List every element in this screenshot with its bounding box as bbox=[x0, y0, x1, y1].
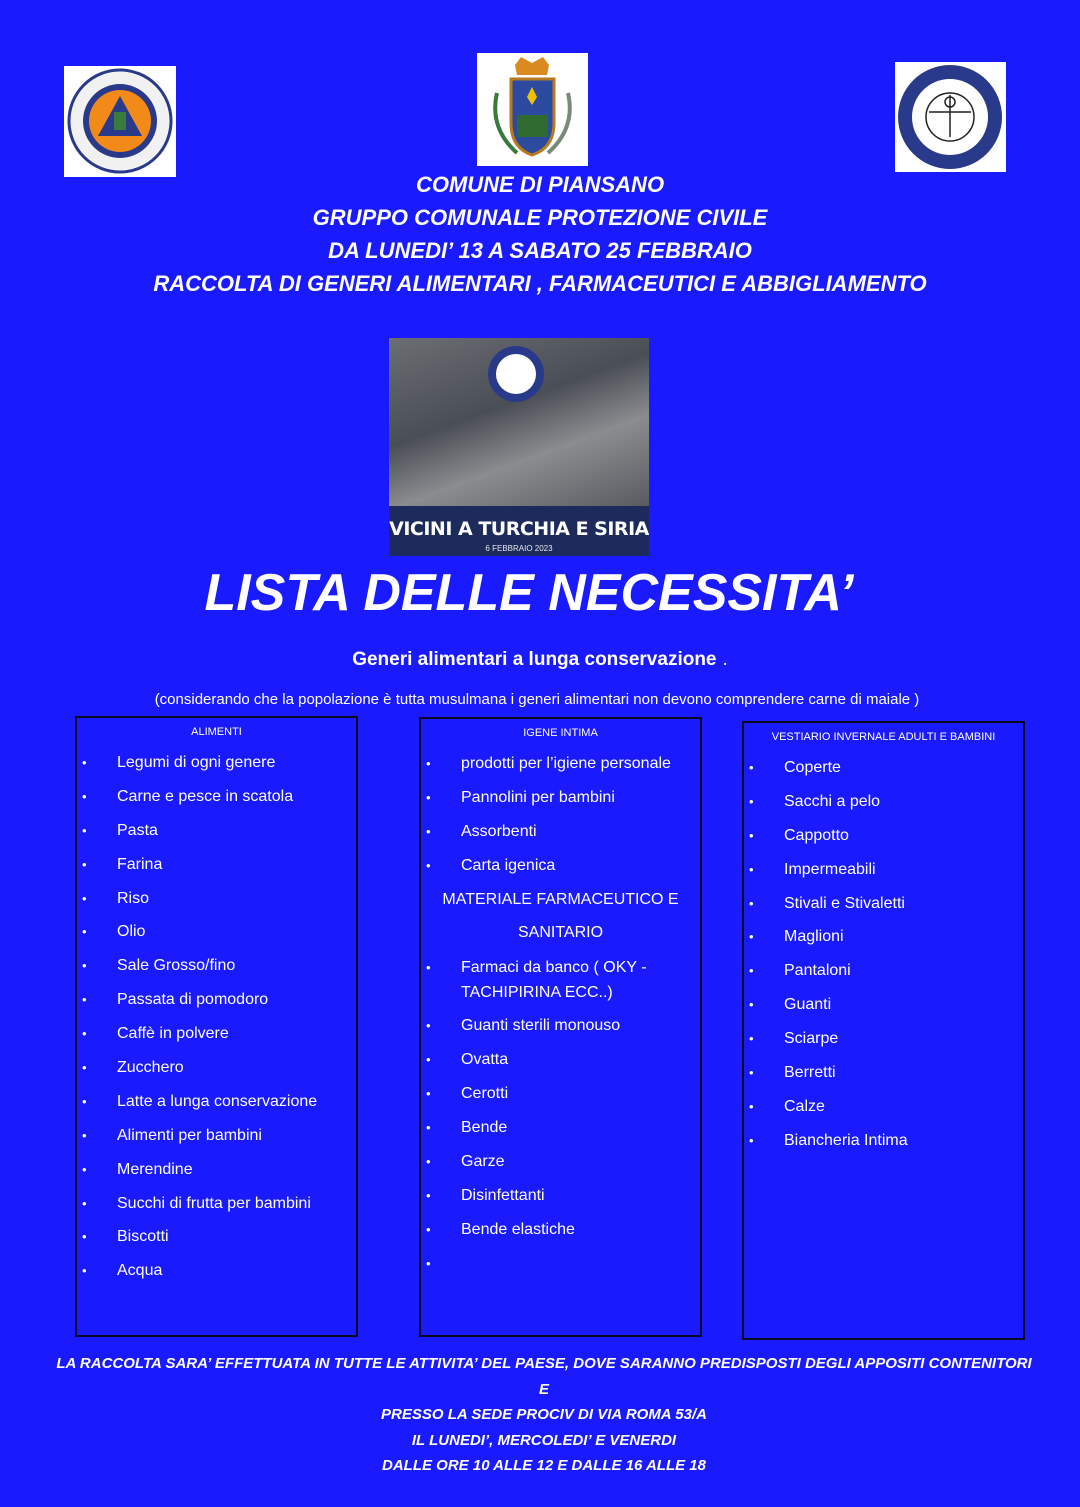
list-item: • Carta igenica bbox=[421, 854, 700, 878]
list-item: • Sciarpe bbox=[744, 1027, 1023, 1051]
list-item: • Pasta bbox=[77, 819, 356, 843]
list-item: • Coperte bbox=[744, 756, 1023, 780]
list-item: • Biancheria Intima bbox=[744, 1129, 1023, 1153]
list-item: • Zucchero bbox=[77, 1056, 356, 1080]
subtitle bbox=[0, 645, 1080, 675]
footer-line-1: LA RACCOLTA SARA’ EFFETTUATA IN TUTTE LE ATTIVITA’ DEL PAESE, DOVE SARANNO PREDISPOSTI DEGLI APPOSITI CONTENITORI bbox=[56, 1355, 1032, 1372]
list-item: • Cappotto bbox=[744, 824, 1023, 848]
list-item: • Bende elastiche bbox=[421, 1218, 700, 1242]
list-item: • Guanti sterili monouso bbox=[421, 1014, 700, 1038]
list-item: • Merendine bbox=[77, 1158, 356, 1182]
footer-line-3: PRESSO LA SEDE PROCIV DI VIA ROMA 53/A bbox=[381, 1406, 707, 1423]
vestiario-list bbox=[744, 756, 1023, 1153]
vestiario-heading: VESTIARIO INVERNALE ADULTI E BAMBINI bbox=[771, 731, 996, 743]
header bbox=[0, 168, 1080, 300]
section-heading-line-2: SANITARIO bbox=[517, 924, 604, 942]
comune-piansano-coat-of-arms bbox=[477, 53, 588, 166]
header-line-3: DA LUNEDI’ 13 A SABATO 25 FEBBRAIO bbox=[328, 238, 752, 263]
list-item: • Sacchi a pelo bbox=[744, 790, 1023, 814]
subtitle-dot: . bbox=[722, 649, 728, 670]
empty-list-item bbox=[421, 1252, 700, 1262]
prociv-arci-logo bbox=[895, 62, 1006, 172]
alimenti-box bbox=[75, 716, 358, 1337]
list-item: • Pannolini per bambini bbox=[421, 786, 700, 810]
list-item: • Impermeabili bbox=[744, 858, 1023, 882]
list-item: • Caffè in polvere bbox=[77, 1022, 356, 1046]
list-item: • Calze bbox=[744, 1095, 1023, 1119]
section-heading-line-1: MATERIALE FARMACEUTICO E bbox=[442, 890, 679, 908]
list-item: • Succhi di frutta per bambini bbox=[77, 1192, 356, 1216]
list-item: • Riso bbox=[77, 887, 356, 911]
list-item: • Guanti bbox=[744, 993, 1023, 1017]
turkey-syria-photo bbox=[389, 338, 649, 556]
list-item: • Alimenti per bambini bbox=[77, 1124, 356, 1148]
alimenti-list bbox=[77, 751, 356, 1283]
igiene-box bbox=[419, 717, 702, 1337]
prociv-emblem-icon bbox=[486, 344, 546, 404]
footer-line-4: IL LUNEDI’, MERCOLEDI’ E VENERDI bbox=[411, 1431, 677, 1449]
igiene-list bbox=[421, 752, 700, 1262]
list-item: • Ovatta bbox=[421, 1048, 700, 1072]
footer-line-5: DALLE ORE 10 ALLE 12 E DALLE 16 ALLE 18 bbox=[382, 1457, 706, 1474]
list-item: • Assorbenti bbox=[421, 820, 700, 844]
protezione-civile-piansano-logo bbox=[64, 66, 176, 177]
list-item: • Latte a lunga conservazione bbox=[77, 1090, 356, 1114]
list-item: • Disinfettanti bbox=[421, 1184, 700, 1208]
list-item: • Biscotti bbox=[77, 1225, 356, 1249]
list-item: • Berretti bbox=[744, 1061, 1023, 1085]
note: (considerando che la popolazione è tutta musulmana i generi alimentari non devono comprendere carne di maiale ) bbox=[154, 691, 920, 708]
list-item: • Passata di pomodoro bbox=[77, 988, 356, 1012]
footer bbox=[0, 1351, 1080, 1479]
list-item: • Bende bbox=[421, 1116, 700, 1140]
list-item: • Stivali e Stivaletti bbox=[744, 892, 1023, 916]
list-item: • Maglioni bbox=[744, 925, 1023, 949]
list-item: • Sale Grosso/fino bbox=[77, 954, 356, 978]
list-item: • Farmaci da banco ( OKY - TACHIPIRINA ECC..) bbox=[421, 955, 700, 1005]
header-line-4: RACCOLTA DI GENERI ALIMENTARI , FARMACEUTICI E ABBIGLIAMENTO bbox=[153, 271, 927, 296]
list-item: • Cerotti bbox=[421, 1082, 700, 1106]
photo-caption: VICINI A TURCHIA E SIRIA bbox=[389, 518, 649, 540]
list-item: • Farina bbox=[77, 853, 356, 877]
list-item: • Garze bbox=[421, 1150, 700, 1174]
vestiario-box bbox=[742, 721, 1025, 1340]
list-item: • Olio bbox=[77, 920, 356, 944]
footer-line-2: E bbox=[538, 1380, 549, 1398]
igiene-heading: IGENE INTIMA bbox=[523, 727, 598, 739]
main-title: LISTA DELLE NECESSITA’ bbox=[204, 564, 854, 622]
header-line-1: COMUNE DI PIANSANO bbox=[415, 172, 665, 197]
list-item: • Acqua bbox=[77, 1259, 356, 1283]
photo-date: 6 FEBBRAIO 2023 bbox=[485, 544, 553, 553]
list-item: • prodotti per l’igiene personale bbox=[421, 752, 700, 776]
list-item: • Pantaloni bbox=[744, 959, 1023, 983]
header-line-2: GRUPPO COMUNALE PROTEZIONE CIVILE bbox=[312, 205, 768, 230]
list-item: • Legumi di ogni genere bbox=[77, 751, 356, 775]
alimenti-heading: ALIMENTI bbox=[191, 726, 242, 738]
list-item: • Carne e pesce in scatola bbox=[77, 785, 356, 809]
subtitle-text: Generi alimentari a lunga conservazione bbox=[352, 649, 717, 670]
